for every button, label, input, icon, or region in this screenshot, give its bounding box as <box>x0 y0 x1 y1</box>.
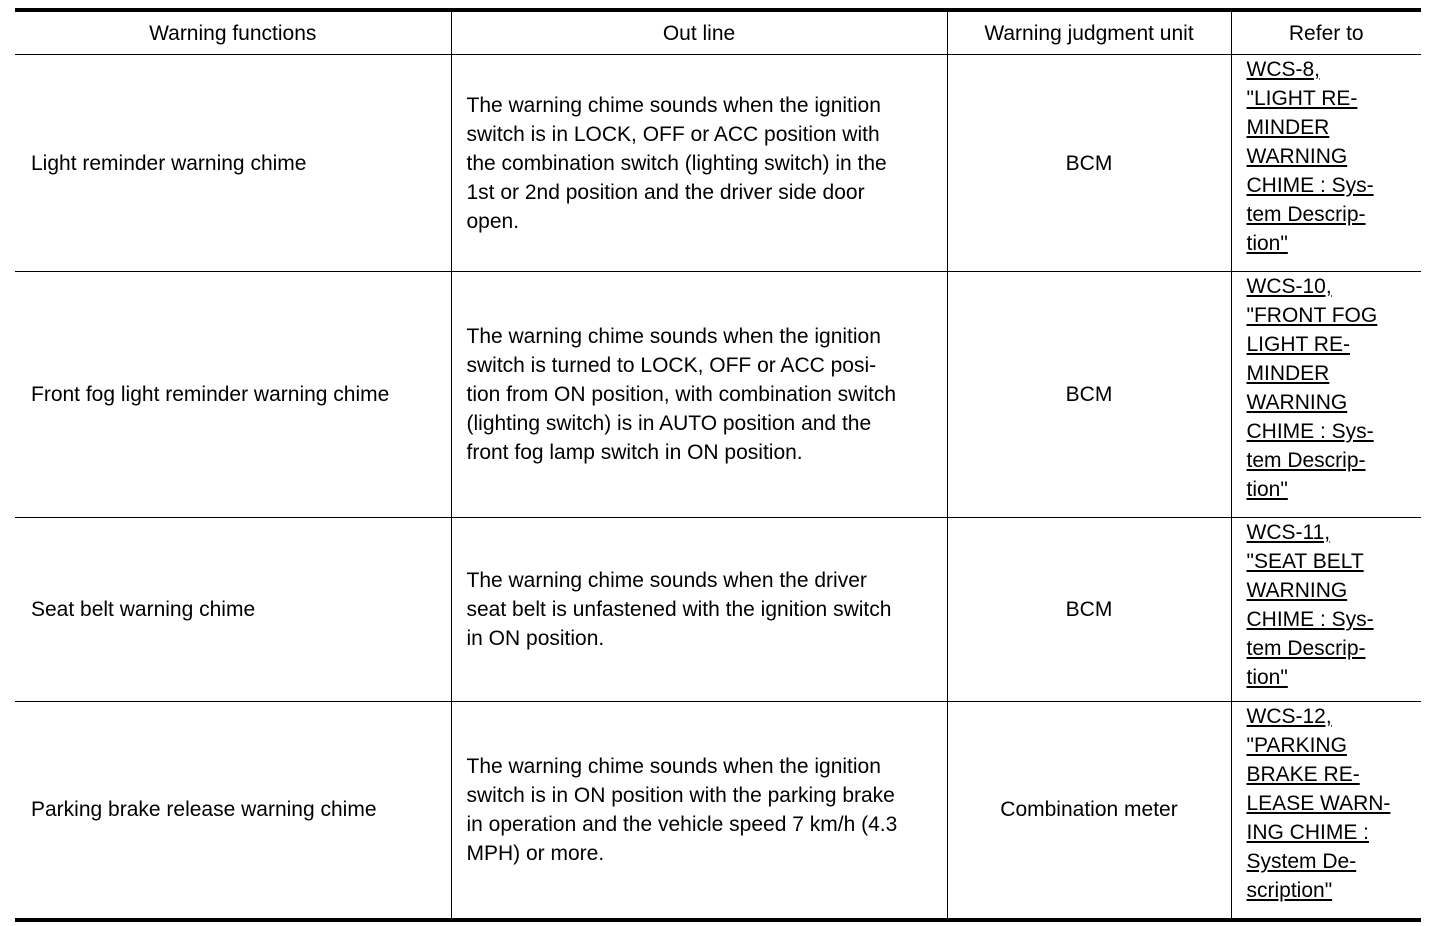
table-row <box>15 518 1421 702</box>
table-header-row <box>15 10 1421 55</box>
cell-function: Seat belt warning chime <box>15 518 451 702</box>
cell-function: Front fog light reminder warning chime <box>15 272 451 518</box>
outline-text: The warning chime sounds when the ignition switch is turned to LOCK, OFF or ACC posi- tion from ON position, with combination switch (lighting switch) is in AUTO position and the front fog lamp switch in ON position. <box>466 325 897 464</box>
cell-function: Parking brake release warning chime <box>15 702 451 920</box>
refer-link[interactable]: WCS-8, "LIGHT RE- MINDER WARNING CHIME : Sys- tem Descrip- tion" <box>1246 58 1374 255</box>
cell-refer <box>1231 702 1421 920</box>
cell-outline <box>451 702 947 920</box>
cell-function: Light reminder warning chime <box>15 55 451 272</box>
cell-refer <box>1231 55 1421 272</box>
outline-text: The warning chime sounds when the ignition switch is in LOCK, OFF or ACC position with the combination switch (lighting switch) in the 1st or 2nd position and the driver side door open. <box>466 93 887 233</box>
table-row <box>15 702 1421 920</box>
cell-outline <box>451 55 947 272</box>
header-out-line: Out line <box>451 10 947 55</box>
outline-text: The warning chime sounds when the driver seat belt is unfastened with the ignition switch in ON position. <box>466 569 892 650</box>
cell-unit: BCM <box>947 518 1231 702</box>
refer-link[interactable]: WCS-11, "SEAT BELT WARNING CHIME : Sys- tem Descrip- tion" <box>1246 521 1374 689</box>
cell-refer <box>1231 518 1421 702</box>
header-refer-to: Refer to <box>1231 10 1421 55</box>
cell-refer <box>1231 272 1421 518</box>
cell-outline <box>451 518 947 702</box>
header-warning-functions: Warning functions <box>15 10 451 55</box>
table-row <box>15 272 1421 518</box>
cell-unit: BCM <box>947 272 1231 518</box>
header-warning-judgment-unit: Warning judgment unit <box>947 10 1231 55</box>
table-row <box>15 55 1421 272</box>
warning-functions-table <box>15 8 1421 922</box>
refer-link[interactable]: WCS-12, "PARKING BRAKE RE- LEASE WARN- ING CHIME : System De- scription" <box>1246 705 1391 902</box>
cell-unit: BCM <box>947 55 1231 272</box>
cell-unit: Combination meter <box>947 702 1231 920</box>
outline-text: The warning chime sounds when the ignition switch is in ON position with the parking brake in operation and the vehicle speed 7 km/h (4.3 MPH) or more. <box>466 754 898 865</box>
refer-link[interactable]: WCS-10, "FRONT FOG LIGHT RE- MINDER WARNING CHIME : Sys- tem Descrip- tion" <box>1246 275 1378 501</box>
cell-outline <box>451 272 947 518</box>
